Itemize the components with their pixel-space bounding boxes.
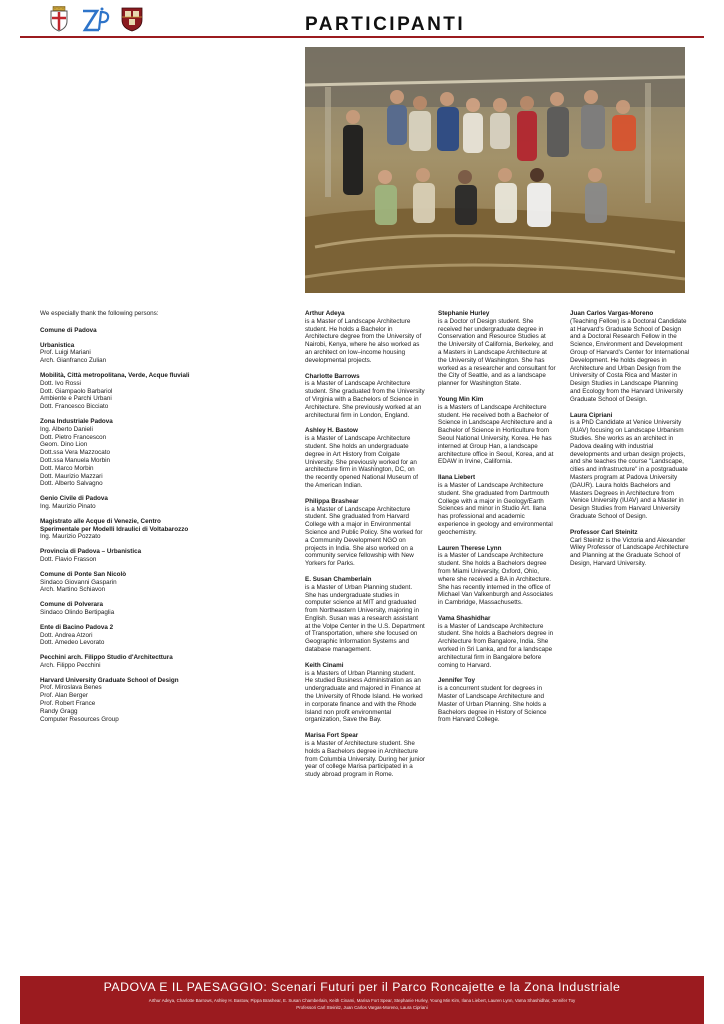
participant-name: Lauren Therese Lynn [438,544,502,552]
harvard-shield-icon [120,6,144,32]
participant-text: is a Master of Urban Planning student. She has undergraduate studies in computer science at MIT and graduated from Northeastern University, majoring in English. Susan was a research assistant at the Volpe Center in the U.S. Department of Transportation, where she focused on Geographic Information Systems and database management. [305,583,425,654]
person-line: Dott. Marco Morbin [40,464,94,472]
footer-title: PADOVA E IL PAESAGGIO: Scenari Futuri per il Parco Roncajette e la Zona Industriale [103,980,621,994]
person-line: Randy Gragg [40,707,78,715]
participant-name: E. Susan Chamberlain [305,575,372,583]
footer-students: Arthur Adeya, Charlotte Barrows, Ashley H. Bastow, Pippa Brashear, E. Susan Chamberlain, Keith Cinami, Marisa Fort Spear, Stephanie Hurley, Young Min Kim, Ilana Liebert, Lauren Lynn, Vama Shashidhar, Jennifer Toy [148,998,576,1003]
participant-bio [305,498,425,568]
person-line: Ing. Maurizio Pozzato [40,533,101,541]
participant-text: is a Master of Landscape Architecture student. He holds a Bachelor in Architecture degree from the University of Nairobi, Kenya, where he also worked as an architect on low–income housing developmental projects. [305,317,422,364]
thanks-group-pecchini [40,654,200,670]
title-divider [20,36,704,38]
group-photo [305,47,685,293]
person-line: Dott. Amedeo Levorato [40,639,105,647]
participant-text: (Teaching Fellow) is a Doctoral Candidate at Harvard's Graduate School of Design and a Doctoral Research Fellow in the Science, Environment and Development Group of Harvard's Center for International Development. He holds degrees in Architecture and Urban Design from the University of Costa Rica and Master in Design Studies in Landscape Planning and Ecology from the Harvard University Graduate School of Design. [570,317,690,403]
person-line: Computer Resources Group [40,715,119,723]
person-line: Dott. Giampaolo Barbariol [40,387,113,395]
participant-bio [305,373,425,420]
person-line: Sindaco Giovanni Gasparin [40,578,117,586]
participant-name: Jennifer Toy [438,677,475,685]
group-title: Pecchini arch. Filippo Studio d'Architecttura [40,654,173,662]
person-line: Dott.ssa Vera Mazzocato [40,449,110,457]
person-line: Prof. Luigi Mariani [40,349,91,357]
page-title: PARTICIPANTI [305,14,466,35]
person-line: Prof. Robert France [40,700,96,708]
participant-text: is a Master of Landscape Architecture student. She holds an undergraduate degree in Art History from Colgate University. She previously worked for an architecture firm in Washington, DC, on the recently opened National Museum of the American Indian. [305,435,419,489]
group-title: Mobilità, Città metropolitana, Verde, Acque fluviali [40,371,190,379]
participant-name: Keith Cinami [305,661,344,669]
footer-professors: Professori Carl Steinitz, Juan Carlos Vargas-Moreno, Laura Cipriani [296,1005,428,1010]
thanks-group-comune [40,327,200,335]
person-line: Dott. Francesco Bicciato [40,403,109,411]
participant-name: Stephanie Hurley [438,310,490,317]
participant-name: Ashley H. Bastow [305,427,358,435]
thanks-group-harvard [40,677,200,724]
person-line: Dott. Ivo Rossi [40,379,81,387]
participant-bio [438,545,556,607]
person-line: Ing. Maurizio Pinato [40,502,96,510]
thanks-group-mobilita [40,372,200,411]
person-line: Prof. Miroslava Benes [40,684,102,692]
person-line: Dott. Andrea Atzori [40,631,93,639]
participant-bio [305,310,425,365]
participant-name: Ilana Liebert [438,474,476,482]
person-line: Dott.ssa Manuela Morbin [40,456,110,464]
person-line: Arch. Martino Schiavon [40,586,106,594]
person-line: Dott. Flavio Frasson [40,555,97,563]
thanks-group-provincia [40,548,200,564]
participant-bio [438,310,556,388]
group-title: Comune di Padova [40,326,97,334]
thanks-group-genio-civile [40,495,200,511]
participant-text: is a Master of Landscape Architecture student. She holds a Bachelors degree in Architecture from Bangalore, India. She worked in Sri Lanka, and for a landscape architectural firm in Bangalore before coming to Harvard. [438,622,554,669]
group-title: Provincia di Padova – Urbanistica [40,548,142,556]
header-logos [48,6,146,34]
participant-bio [438,396,556,466]
participant-text: is a Master of Landscape Architecture student. She holds a Bachelors degree from Miami University, Oxford, Ohio, where she received a BA in Architecture. She has recently interned in the office of Michael Van Valkenburgh and Associates in Cambridge, Massachusetts. [438,552,553,607]
group-title: Zona Industriale Padova [40,417,113,425]
padova-crest-icon [48,6,70,32]
participant-text: Carl Steinitz is the Victoria and Alexander Wiley Professor of Landscape Architecture and Planning at the Graduate School of Design, Harvard University. [570,536,689,567]
person-line: Ambiente e Parchi Urbani [40,395,112,403]
participant-bio [305,427,425,489]
participant-text: is a Master of Landscape Architecture student. She graduated from Harvard College with a major in Environmental Science and Public Policy. She worked for a Community Development NGO on projects in India. She also worked on a community service fellowship with New Yorkers for Parks. [305,505,423,568]
thanks-group-ponte-san-nicolo [40,571,200,594]
group-title: Comune di Ponte San Nicolò [40,570,127,578]
group-title: Harvard University Graduate School of Design [40,676,179,684]
footer-banner [20,976,704,1024]
person-line: Geom. Dino Lion [40,441,88,449]
participant-text: is a Doctor of Design student. She received her undergraduate degree in Conservation and Resource Studies at the University of California, Berkeley, and a Masters in Landscape Architecture at the University of Washington. She has worked as a researcher and consultant for the City of Seattle, and as a landscape planner for Washington State. [438,317,556,388]
participant-text: is a PhD Candidate at Venice University (IUAV) focusing on Landscape Urbanism Studies. She works as an architect in Padova dealing with industrial developments and urban design projects, and she teaches the course "Landscape, cities and infrastructure" in a postgraduate Masters program at Padova University (DAUR). Laura holds Bachelors and Masters Degrees in Architecture from Venice University (IUAV) and a Master in Design Studies from Harvard University Graduate School of Design. [570,419,688,520]
person-line: Prof. Alan Berger [40,692,88,700]
participant-name: Juan Carlos Vargas-Moreno [570,310,654,317]
person-line: Dott. Pietro Francescon [40,433,107,441]
thanks-group-zona-industriale [40,418,200,488]
group-title: Genio Civile di Padova [40,495,108,503]
group-title: Urbanistica [40,341,75,349]
participant-bio [305,662,425,724]
participant-name: Young Min Kim [438,395,484,403]
thanks-intro: We especially thank the following persons: [40,310,159,317]
thanks-group-urbanistica [40,342,200,365]
person-line: Ing. Alberto Danieli [40,425,93,433]
participant-bio [570,310,690,404]
participant-name: Professor Carl Steinitz [570,528,638,536]
group-title: Magistrato alle Acque di Venezie, Centro Sperimentale per Modelli Idraulici di Voltabarozzo [40,517,189,533]
participant-name: Arthur Adeya [305,310,345,317]
participant-bio [570,412,690,521]
participant-text: is a concurrent student for degrees in Master of Landscape Architecture and Master of Urban Planning. She holds a Bachelors degree in History of Science from Harvard College. [438,685,547,724]
participant-text: is a Master of Landscape Architecture student. She graduated from the University of Virginia with a Bachelors of Science in Architecture. She previously worked at an architectural firm in London, England. [305,380,425,419]
participant-bio [570,529,690,568]
participants-column-2 [438,310,556,732]
participant-text: is a Master of Landscape Architecture student. She graduated from Dartmouth College with a major in Geology/Earth Sciences and minor in Studio Art. Ilana has professional and academic experience in geology and environmental geochemistry. [438,481,553,536]
participant-name: Marisa Fort Spear [305,732,359,740]
participant-bio [438,474,556,536]
participant-text: is a Master of Architecture student. She holds a Bachelors degree in Architecture from Columbia University. During her junior year of college Marisa participated in a study abroad program in Rome. [305,740,425,779]
thanks-group-ente-bacino [40,624,200,647]
participant-text: is a Masters of Landscape Architecture student. He received both a Bachelor of Science in Landscape Architecture and a Bachelor of Science in Horticulture from Seoul National University, Korea. He has interned at Group Han, a landscape architecture office in Seoul, Korea, and at EDAW in Irvine, California. [438,403,554,466]
thanks-column [40,310,200,730]
thanks-group-polverara [40,601,200,617]
person-line: Sindaco Olindo Bertipaglia [40,608,115,616]
participant-bio [305,732,425,779]
group-title: Ente di Bacino Padova 2 [40,623,114,631]
participant-name: Philippa Brashear [305,497,359,505]
participant-bio [305,576,425,654]
thanks-group-magistrato [40,518,200,541]
participant-bio [438,615,556,670]
person-line: Arch. Gianfranco Zulian [40,357,107,365]
participants-column-1 [305,310,425,787]
footer-credits [90,997,634,1011]
participant-name: Vama Shashidhar [438,614,491,622]
participant-name: Charlotte Barrows [305,372,360,380]
person-line: Dott. Alberto Salvagno [40,480,103,488]
group-title: Comune di Polverara [40,601,103,609]
person-line: Arch. Filippo Pecchini [40,661,101,669]
participant-text: is a Masters of Urban Planning student. He studied Business Administration as an undergraduate and majored in Finance at the University of Rhode Island. He worked in corporate finance and with the Rhode Island non profit environmental organization, Save the Bay. [305,669,423,724]
participants-column-3 [570,310,690,576]
zip-logo-icon [80,6,110,34]
person-line: Dott. Maurizio Mazzari [40,472,103,480]
participant-name: Laura Cipriani [570,411,613,419]
participant-bio [438,677,556,724]
